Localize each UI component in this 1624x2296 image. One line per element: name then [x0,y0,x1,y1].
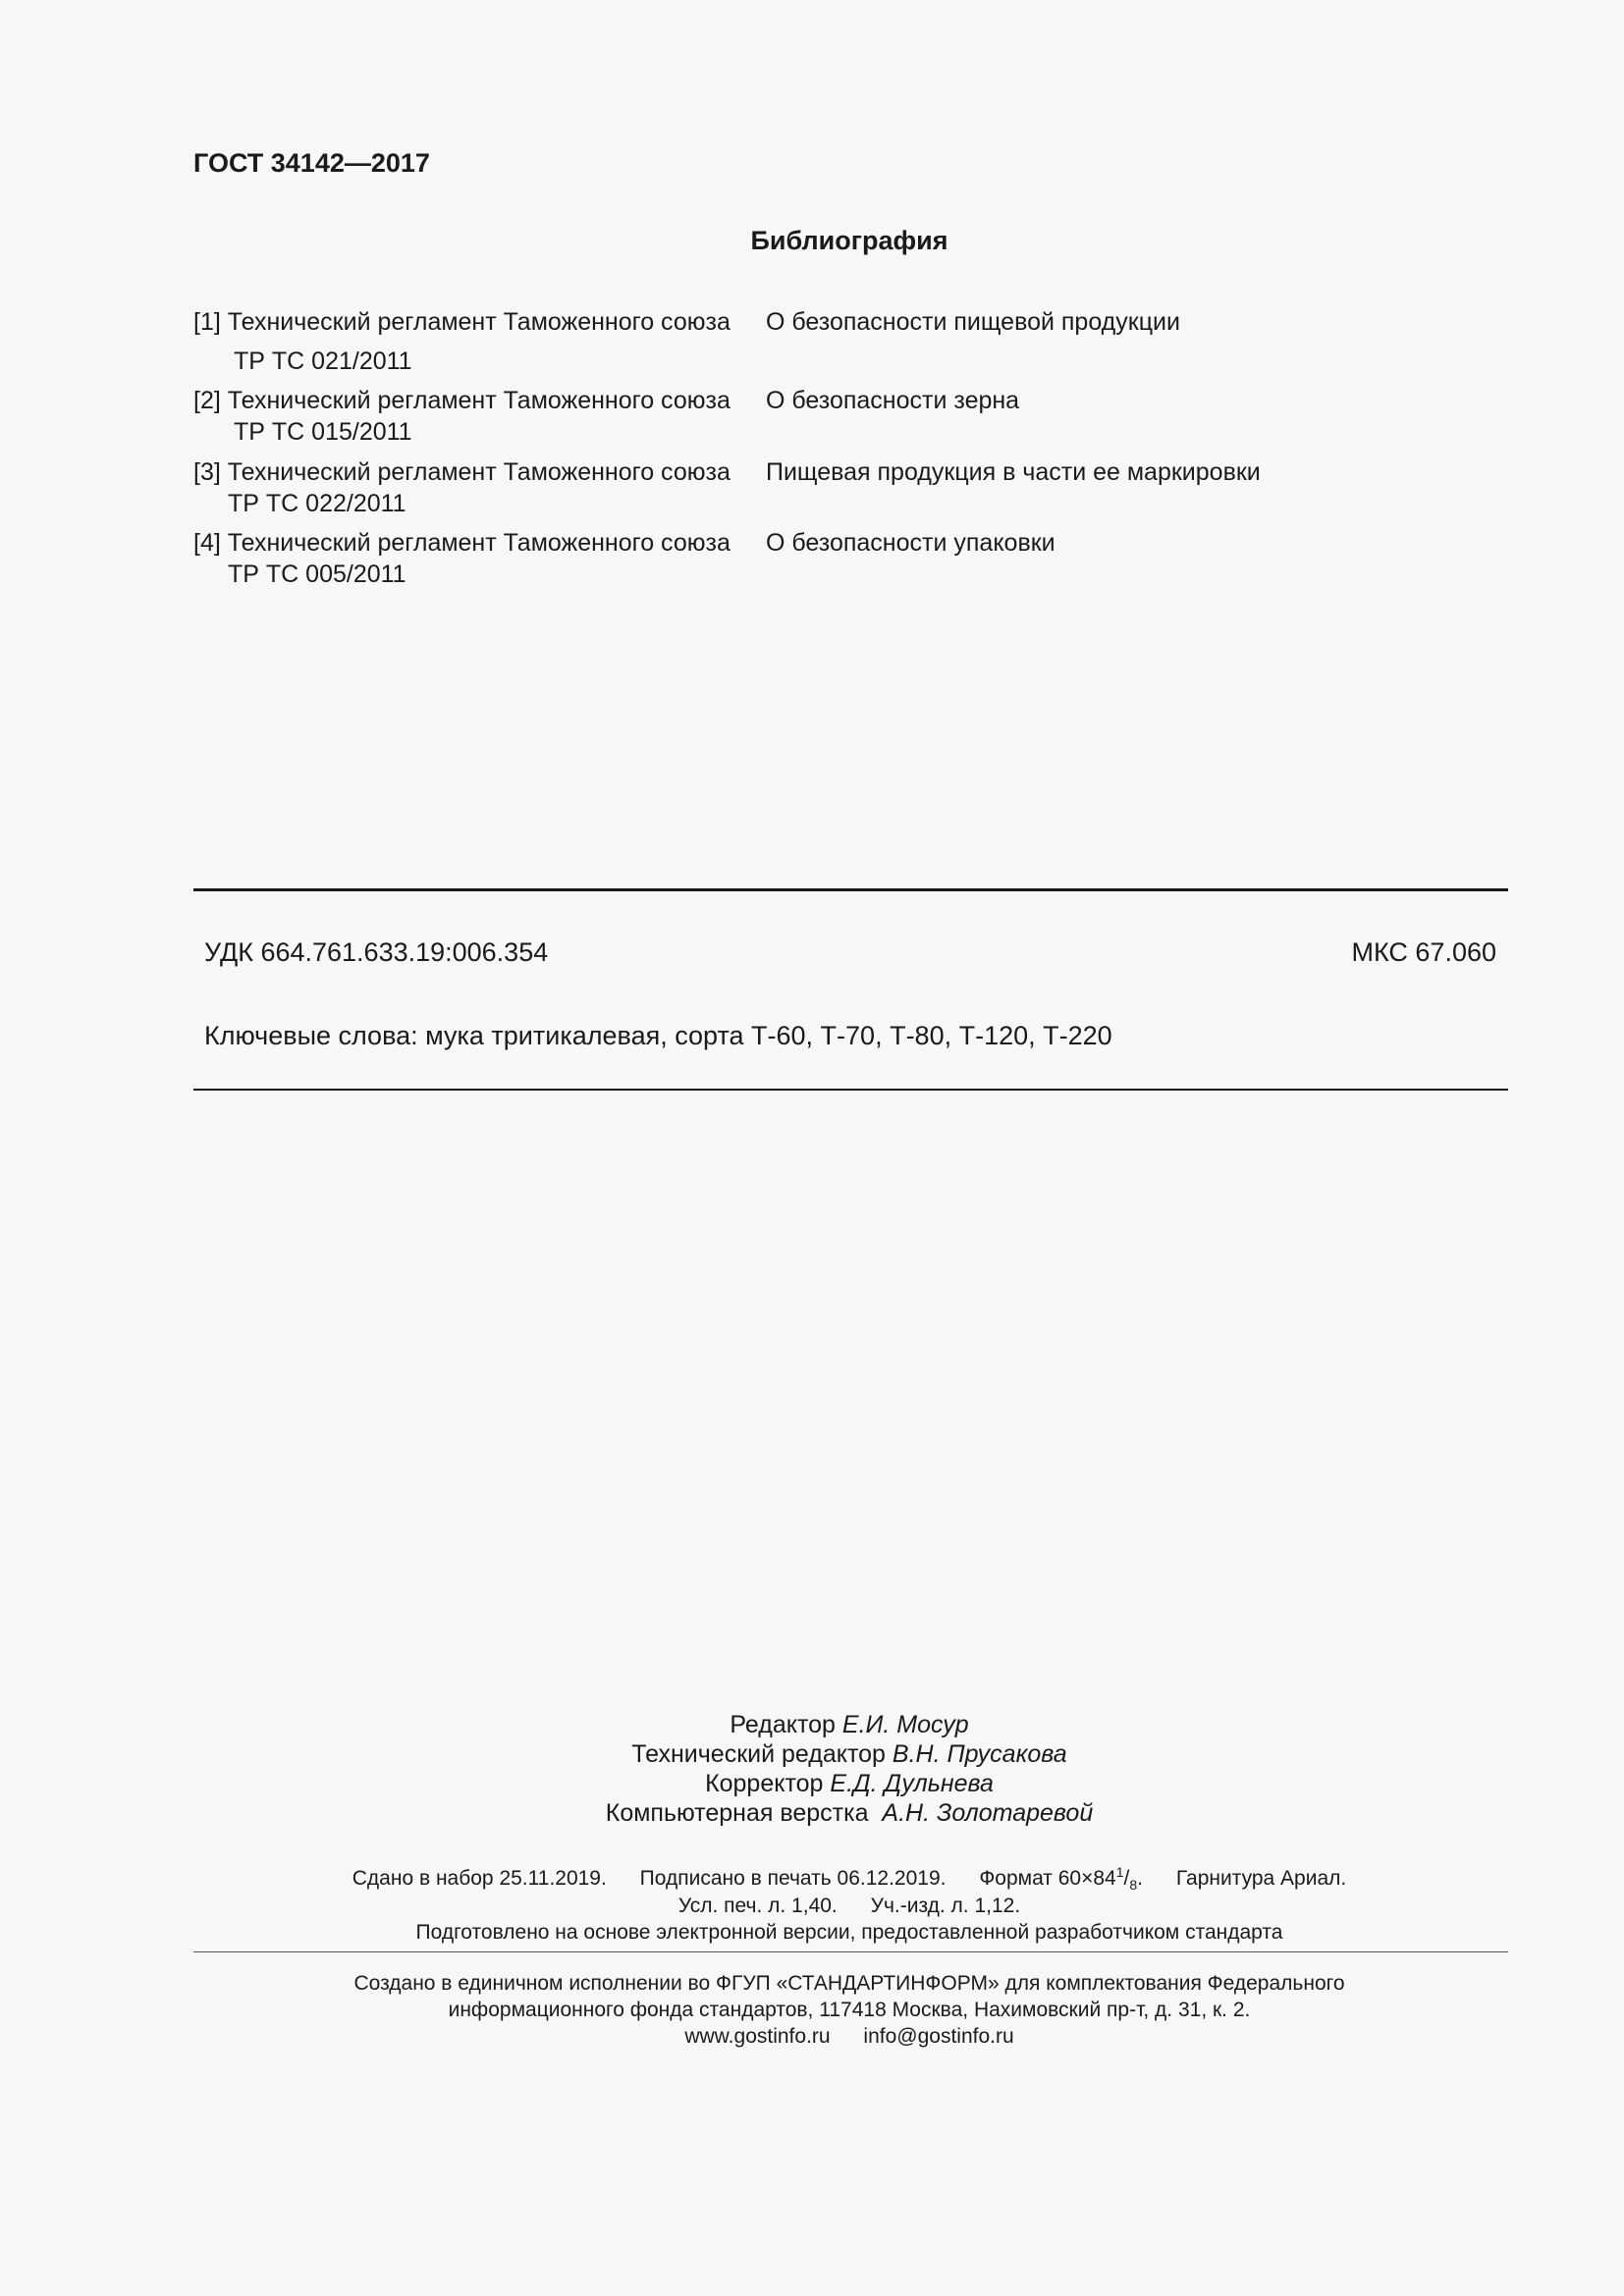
credit-tech-editor-label: Технический редактор [631,1740,886,1768]
bibliography-item-3-title: Пищевая продукция в части ее маркировки [766,458,1261,486]
imprint-signed: Подписано в печать 06.12.2019. [639,1867,947,1890]
keywords-label: Ключевые слова: [204,1021,418,1050]
bibliography-item-4-code: ТР ТС 005/2011 [228,561,406,588]
credit-corrector-label: Корректор [705,1770,824,1797]
credit-editor [0,1711,1624,1739]
credit-layout [0,1799,1624,1828]
credit-corrector [0,1770,1624,1798]
credit-editor-label: Редактор [730,1711,836,1738]
bibliography-item-1-title: О безопасности пищевой продукции [766,308,1180,336]
classification-top-rule [193,888,1508,891]
imprint-format: Формат $60\times 84^1/_8$. [979,1864,1144,1894]
credit-tech-editor-name: В.Н. Прусакова [892,1740,1067,1768]
bibliography-item-4-title: О безопасности упаковки [766,529,1056,557]
imprint-font: Гарнитура Ариал. [1175,1867,1347,1890]
keywords-value: мука тритикалевая, сорта Т-60, Т-70, Т-80, Т-120, Т-220 [425,1021,1112,1050]
bibliography-item-1-ref: [1] Технический регламент Таможенного союза [193,308,731,336]
bibliography-item-3-code: ТР ТС 022/2011 [228,490,406,517]
credit-tech-editor [0,1740,1624,1769]
imprint-pub-sheets: Уч.-изд. л. 1,12. [870,1895,1021,1917]
bibliography-item-3-ref: [3] Технический регламент Таможенного союза [193,458,731,486]
imprint-print-sheets: Усл. печ. л. 1,40. [677,1895,838,1917]
bibliography-item-2-title: О безопасности зерна [766,387,1020,414]
credit-editor-name: Е.И. Мосур [841,1711,969,1738]
classification-bottom-rule [193,1089,1508,1091]
imprint-rule [193,1951,1508,1952]
bibliography-item-2-code: ТР ТС 015/2011 [234,418,412,446]
bibliography-item-1-code: ТР ТС 021/2011 [234,347,412,375]
bibliography-item-2-ref: [2] Технический регламент Таможенного союза [193,387,731,414]
credit-corrector-name: Е.Д. Дульнева [830,1770,994,1797]
imprint-contacts [0,2025,1624,2049]
credit-layout-name: А.Н. Золотаревой [882,1799,1094,1827]
website-link[interactable]: www.gostinfo.ru [684,2025,831,2048]
imprint-created-line-2: информационного фонда стандартов, 117418 Москва, Нахимовский пр-т, д. 31, к. 2. [448,1999,1251,2021]
credit-layout-label: Компьютерная верстка [605,1799,869,1827]
email-link[interactable]: info@gostinfo.ru [863,2025,1014,2048]
mks-code: МКС 67.060 [1351,937,1496,967]
bibliography-item-4-ref: [4] Технический регламент Таможенного союза [193,529,731,557]
imprint-typeset: Сдано в набор 25.11.2019. [352,1867,607,1890]
keywords-line [204,1021,1112,1051]
imprint-line-1 [0,1864,1624,1894]
bibliography-title: Библиография [750,226,948,255]
imprint-prepared: Подготовлено на основе электронной версии, предоставленной разработчиком стандарта [415,1921,1283,1944]
imprint-created-line-1: Создано в единичном исполнении во ФГУП «СТАНДАРТИНФОРМ» для комплектования Федерального [353,1972,1345,1995]
imprint-line-2 [0,1895,1624,1918]
udk-code: УДК 664.761.633.19:006.354 [204,937,549,967]
document-code: ГОСТ 34142—2017 [193,148,430,178]
